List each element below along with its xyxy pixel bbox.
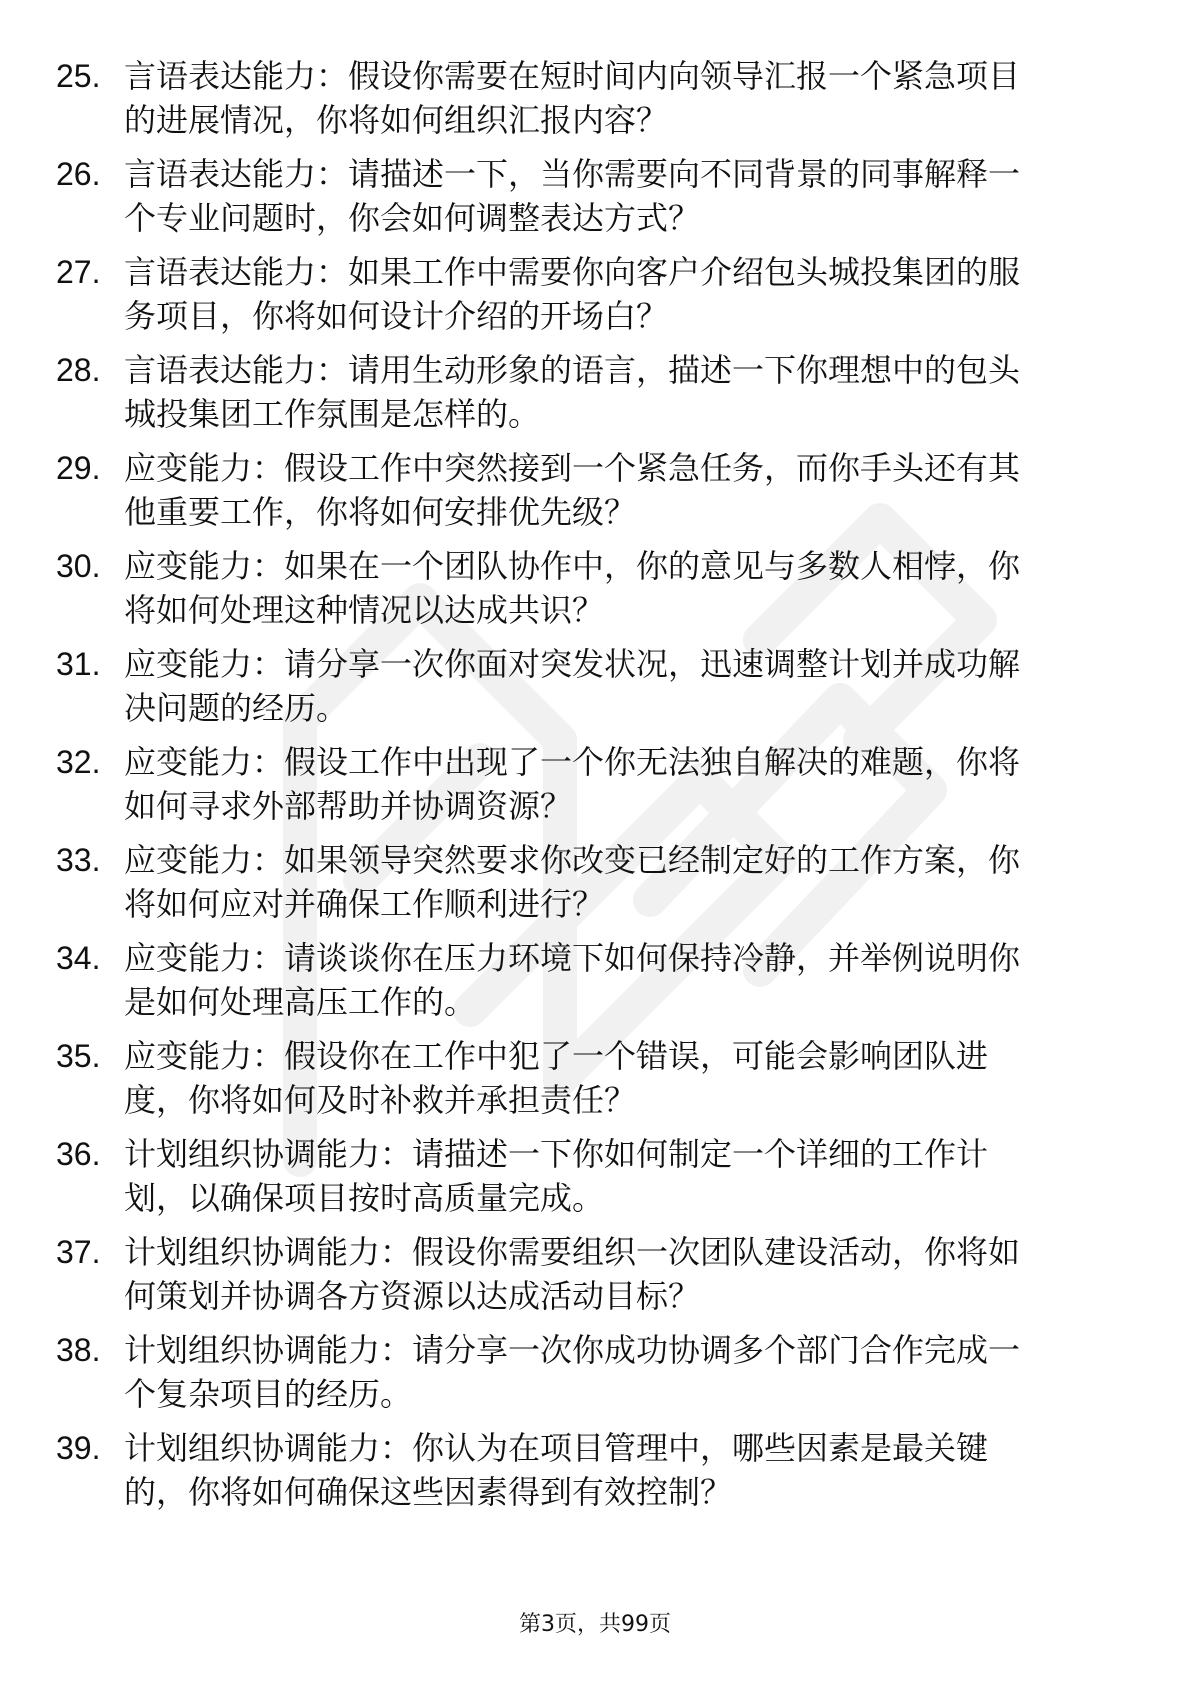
question-text-line: 度，你将如何及时补救并承担责任？ bbox=[124, 1081, 637, 1119]
question-item bbox=[0, 930, 1190, 1028]
question-number: 35. bbox=[56, 1038, 101, 1074]
question-text-line: 言语表达能力：假设你需要在短时间内向领导汇报一个紧急项目 bbox=[124, 57, 1021, 95]
question-item bbox=[0, 146, 1190, 244]
page-number-label: 第3页，共99页 bbox=[519, 1612, 671, 1637]
question-list bbox=[0, 48, 1190, 1518]
question-number: 27. bbox=[56, 254, 101, 290]
question-number: 34. bbox=[56, 940, 101, 976]
question-item bbox=[0, 48, 1190, 146]
question-item bbox=[0, 538, 1190, 636]
question-text bbox=[124, 348, 1124, 436]
question-text-line: 计划组织协调能力：假设你需要组织一次团队建设活动，你将如 bbox=[124, 1233, 1021, 1271]
question-text bbox=[124, 1426, 1124, 1514]
question-item bbox=[0, 832, 1190, 930]
question-text bbox=[124, 1132, 1124, 1220]
question-text-line: 言语表达能力：如果工作中需要你向客户介绍包头城投集团的服 bbox=[124, 253, 1021, 291]
question-number: 31. bbox=[56, 646, 101, 682]
question-text bbox=[124, 1230, 1124, 1318]
question-text-line: 他重要工作，你将如何安排优先级？ bbox=[124, 493, 637, 531]
question-text-line: 应变能力：如果领导突然要求你改变已经制定好的工作方案，你 bbox=[124, 841, 1021, 879]
question-text-line: 务项目，你将如何设计介绍的开场白？ bbox=[124, 297, 669, 335]
question-item bbox=[0, 342, 1190, 440]
question-text-line: 应变能力：假设工作中出现了一个你无法独自解决的难题，你将 bbox=[124, 743, 1021, 781]
question-item bbox=[0, 1322, 1190, 1420]
question-text bbox=[124, 250, 1124, 338]
question-item bbox=[0, 1126, 1190, 1224]
question-text-line: 个专业问题时，你会如何调整表达方式？ bbox=[124, 199, 701, 237]
question-text bbox=[124, 936, 1124, 1024]
question-text-line: 计划组织协调能力：你认为在项目管理中，哪些因素是最关键 bbox=[124, 1429, 989, 1467]
question-number: 38. bbox=[56, 1332, 101, 1368]
question-item bbox=[0, 1224, 1190, 1322]
question-text-line: 计划组织协调能力：请分享一次你成功协调多个部门合作完成一 bbox=[124, 1331, 1021, 1369]
question-text-line: 应变能力：假设工作中突然接到一个紧急任务，而你手头还有其 bbox=[124, 449, 1021, 487]
page-footer bbox=[0, 1610, 1190, 1640]
question-number: 37. bbox=[56, 1234, 101, 1270]
question-number: 29. bbox=[56, 450, 101, 486]
question-text-line: 应变能力：如果在一个团队协作中，你的意见与多数人相悖，你 bbox=[124, 547, 1021, 585]
question-number: 26. bbox=[56, 156, 101, 192]
question-text bbox=[124, 1034, 1124, 1122]
question-text bbox=[124, 152, 1124, 240]
question-text-line: 是如何处理高压工作的。 bbox=[124, 983, 477, 1021]
question-text bbox=[124, 838, 1124, 926]
question-number: 39. bbox=[56, 1430, 101, 1466]
question-item bbox=[0, 1420, 1190, 1518]
question-number: 32. bbox=[56, 744, 101, 780]
question-text-line: 城投集团工作氛围是怎样的。 bbox=[124, 395, 541, 433]
question-text-line: 言语表达能力：请用生动形象的语言，描述一下你理想中的包头 bbox=[124, 351, 1021, 389]
question-text bbox=[124, 642, 1124, 730]
question-text-line: 计划组织协调能力：请描述一下你如何制定一个详细的工作计 bbox=[124, 1135, 989, 1173]
question-item bbox=[0, 636, 1190, 734]
question-item bbox=[0, 1028, 1190, 1126]
question-text-line: 将如何处理这种情况以达成共识？ bbox=[124, 591, 605, 629]
question-number: 36. bbox=[56, 1136, 101, 1172]
question-text-line: 言语表达能力：请描述一下，当你需要向不同背景的同事解释一 bbox=[124, 155, 1021, 193]
question-text-line: 应变能力：请谈谈你在压力环境下如何保持冷静，并举例说明你 bbox=[124, 939, 1021, 977]
question-text-line: 个复杂项目的经历。 bbox=[124, 1375, 413, 1413]
question-text bbox=[124, 740, 1124, 828]
question-number: 28. bbox=[56, 352, 101, 388]
question-text-line: 的，你将如何确保这些因素得到有效控制？ bbox=[124, 1473, 733, 1511]
question-text-line: 何策划并协调各方资源以达成活动目标？ bbox=[124, 1277, 701, 1315]
question-text-line: 应变能力：假设你在工作中犯了一个错误，可能会影响团队进 bbox=[124, 1037, 989, 1075]
question-text-line: 应变能力：请分享一次你面对突发状况，迅速调整计划并成功解 bbox=[124, 645, 1021, 683]
question-text-line: 如何寻求外部帮助并协调资源？ bbox=[124, 787, 573, 825]
question-text bbox=[124, 1328, 1124, 1416]
question-item bbox=[0, 440, 1190, 538]
question-text bbox=[124, 54, 1124, 142]
question-item bbox=[0, 734, 1190, 832]
question-number: 30. bbox=[56, 548, 101, 584]
question-text-line: 的进展情况，你将如何组织汇报内容？ bbox=[124, 101, 669, 139]
question-text-line: 将如何应对并确保工作顺利进行？ bbox=[124, 885, 605, 923]
question-text bbox=[124, 446, 1124, 534]
question-number: 25. bbox=[56, 58, 101, 94]
question-number: 33. bbox=[56, 842, 101, 878]
question-text bbox=[124, 544, 1124, 632]
question-item bbox=[0, 244, 1190, 342]
question-text-line: 决问题的经历。 bbox=[124, 689, 349, 727]
question-text-line: 划，以确保项目按时高质量完成。 bbox=[124, 1179, 605, 1217]
